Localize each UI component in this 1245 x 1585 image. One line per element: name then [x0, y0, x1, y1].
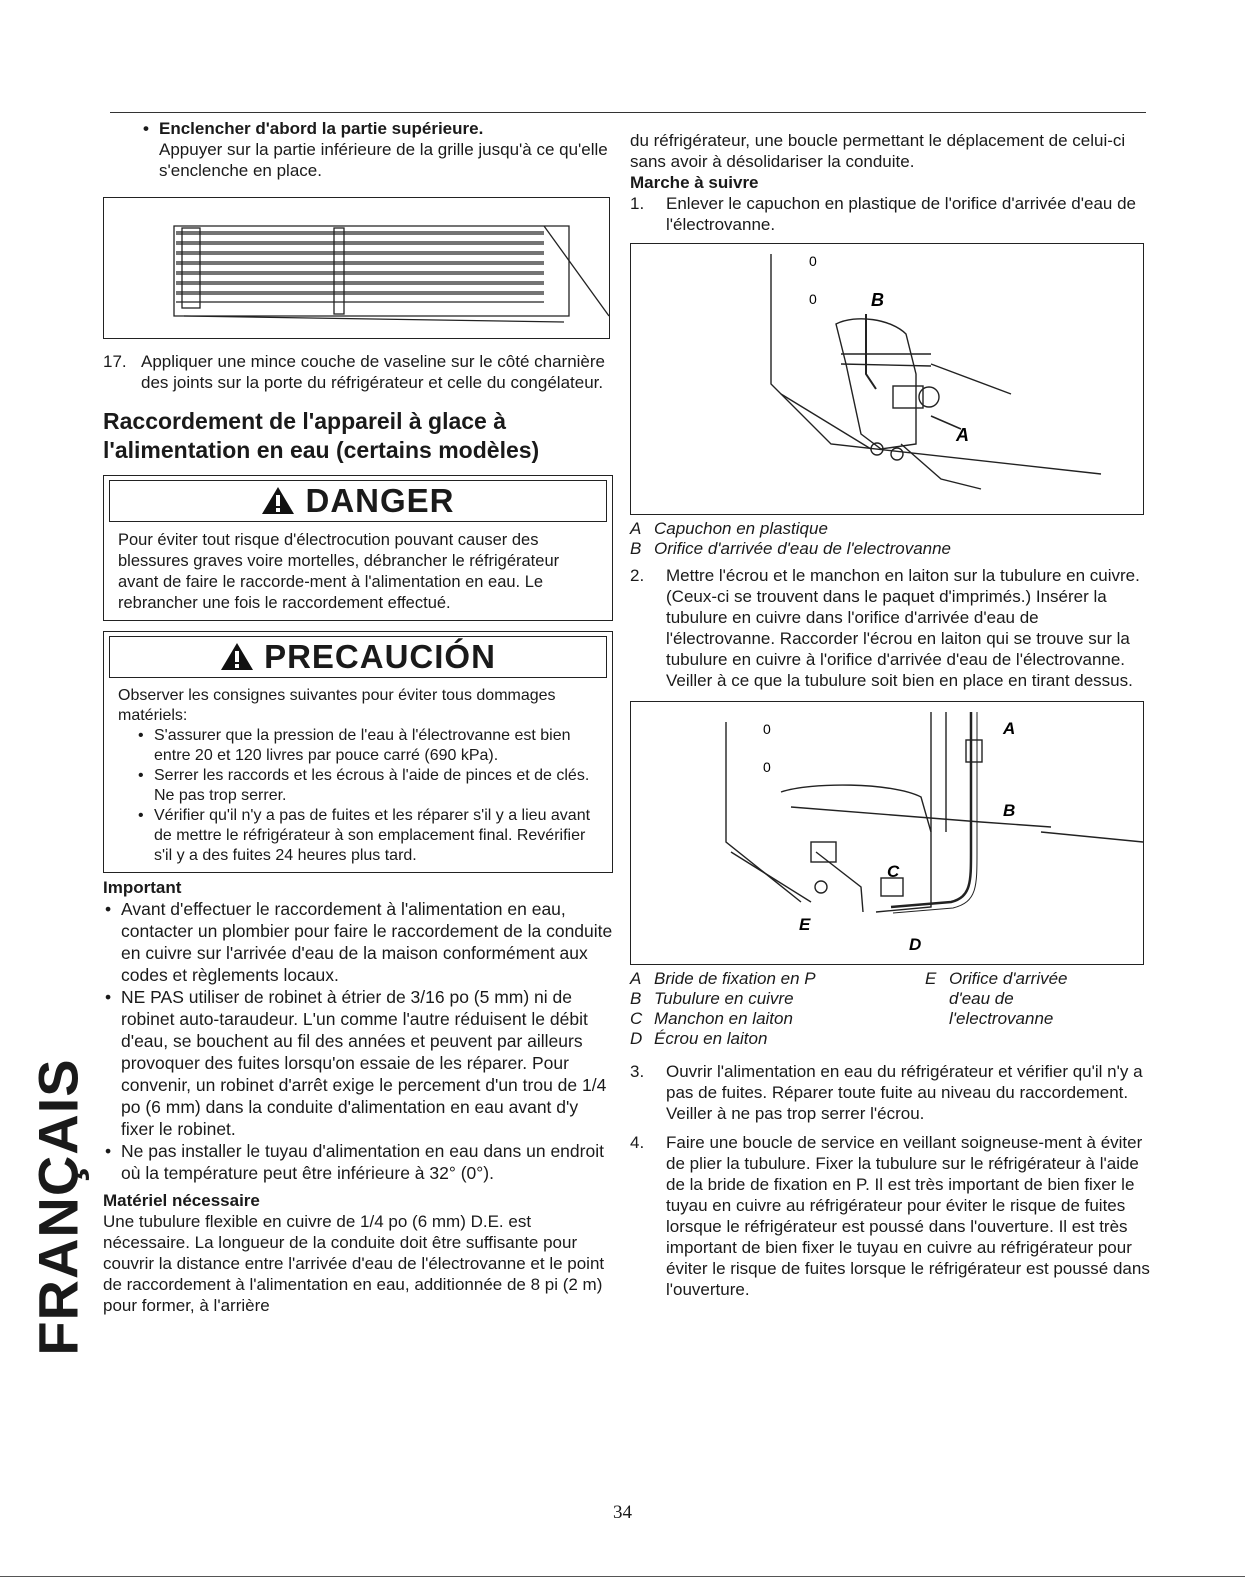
label-e: E	[799, 915, 811, 934]
caption-text: Orifice d'arrivée d'eau de l'electrovanne	[949, 969, 1068, 1028]
danger-box	[103, 475, 613, 621]
step-number: 2.	[630, 566, 645, 585]
important-title: Important	[103, 878, 182, 897]
caption-key: B	[630, 989, 642, 1008]
caption-key: A	[630, 969, 642, 988]
step-text: Enlever le capuchon en plastique de l'orifice d'arrivée d'eau de l'électrovanne.	[666, 194, 1136, 234]
caption-text: Manchon en laiton	[654, 1009, 793, 1028]
grille-illustration	[104, 198, 609, 338]
precaution-intro: Observer les consignes suivantes pour éviter tous dommages matériels:	[118, 687, 556, 724]
tubing-connection-illustration	[631, 702, 1143, 964]
caption	[630, 1029, 910, 1049]
captions-right	[925, 969, 1095, 1029]
language-tab	[26, 1058, 90, 1356]
step-number: 4.	[630, 1133, 645, 1152]
precaution-box	[103, 631, 613, 873]
label-a: A	[956, 425, 969, 445]
caption-key: B	[630, 539, 642, 558]
captions-left	[630, 969, 910, 1049]
step-1	[630, 193, 1150, 235]
label-c: C	[887, 862, 900, 881]
step-4	[630, 1132, 1150, 1300]
label-d: D	[909, 935, 922, 954]
step-number: 1.	[630, 194, 645, 213]
important-item: • Avant d'effectuer le raccordement à l'alimentation en eau, contacter un plombier pour faire le raccordement de la conduite en cuivre sur l'arrivée d'eau de la maison conformément aux codes et règlements locaux.	[103, 898, 613, 986]
language-label: FRANÇAIS	[26, 1058, 90, 1356]
caption-text: Orifice d'arrivée d'eau de l'electrovanne	[654, 539, 952, 558]
precaution-item: • Serrer les raccords et les écrous à l'aide de pinces et de clés. Ne pas trop serrer.	[136, 766, 598, 806]
heading-line-2: l'alimentation en eau (certains modèles)	[103, 437, 540, 463]
important-item: • NE PAS utiliser de robinet à étrier de 3/16 po (5 mm) ni de robinet auto-taraudeur. L'un comme l'autre réduisent le débit d'eau, se bouchent au fil des années et peuvent par ailleurs provoquer des fuites lorsqu'on essaie de les réparer. Pour convenir, un robinet d'arrêt exige le percement d'un trou de 1/4 po (6 mm) dans la conduite d'alimentation en eau avant d'y fixer le robinet.	[103, 986, 613, 1140]
step-text: Faire une boucle de service en veillant soigneuse-ment à éviter de plier la tubulure. Fixer la tubulure sur le réfrigérateur à l'aide de la bride de fixation en P. Il est très important de bien fixer le tuyau en cuivre au réfrigérateur pour éviter le risque de fuites lorsque le réfrigérateur est poussé dans l'ouverture. Il est très important de bien fixer le tuyau en cuivre au réfrigérateur pour éviter le risque de fuites lorsque le réfrigérateur est poussé dans l'ouverture.	[666, 1133, 1150, 1299]
precaution-body	[104, 686, 612, 866]
caption-text: Tubulure en cuivre	[654, 989, 794, 1008]
figure-1	[630, 243, 1144, 515]
label-b: B	[871, 290, 884, 310]
figure-mark: 0	[763, 721, 771, 737]
danger-text: Pour éviter tout risque d'électrocution pouvant causer des blessures graves voire mortelles, débrancher le réfrigérateur avant de faire le raccorde-ment à l'alimentation en eau. Le rebrancher une fois le raccordement effectué.	[118, 531, 560, 612]
caption-text: Écrou en laiton	[654, 1029, 768, 1048]
figure-mark: 0	[809, 253, 817, 269]
grille-instruction	[103, 118, 613, 181]
figure-2	[630, 701, 1144, 965]
left-column	[103, 118, 613, 1316]
figure-1-captions	[630, 519, 1150, 559]
label-b: B	[1003, 801, 1016, 820]
grille-figure	[103, 197, 610, 339]
caption	[630, 989, 910, 1009]
step-17-number: 17.	[103, 352, 127, 371]
caption	[630, 969, 910, 989]
step-17-text: Appliquer une mince couche de vaseline sur le côté charnière des joints sur la porte du réfrigérateur et celle du congélateur.	[141, 352, 605, 392]
warning-triangle-icon	[220, 641, 254, 671]
figure-mark: 0	[763, 759, 771, 775]
caption-key: A	[630, 519, 642, 538]
precaution-item: • Vérifier qu'il n'y a pas de fuites et les réparer s'il y a lieu avant de mettre le réfrigérateur à son emplacement final. Revérifier s'il y a des fuites 24 heures plus tard.	[136, 806, 598, 866]
valve-cap-illustration	[631, 244, 1143, 514]
step-number: 3.	[630, 1062, 645, 1081]
caption-key: D	[630, 1029, 643, 1048]
step-2	[630, 565, 1150, 691]
step-3	[630, 1061, 1150, 1124]
warning-triangle-icon	[261, 485, 295, 515]
grille-bullet-head: • Enclencher d'abord la partie supérieure.	[141, 118, 613, 139]
caption-key: E	[925, 969, 937, 988]
caption	[630, 1009, 910, 1029]
caption-key: C	[630, 1009, 643, 1028]
precaution-title: PRECAUCIÓN	[264, 638, 496, 675]
important-item: • Ne pas installer le tuyau d'alimentation en eau dans un endroit où la température peut être inférieure à 32° (0°).	[103, 1140, 613, 1184]
section-heading	[103, 407, 613, 465]
materiel-section	[103, 1190, 613, 1316]
top-rule	[110, 112, 1146, 113]
caption	[630, 539, 1150, 559]
materiel-text: Une tubulure flexible en cuivre de 1/4 po (6 mm) D.E. est nécessaire. La longueur de la conduite doit être suffisante pour couvrir la distance entre l'arrivée d'eau de l'électrovanne et le point de raccordement à l'alimentation en eau, additionnée de 8 pi (2 m) pour former, à l'arrière	[103, 1212, 605, 1315]
caption	[630, 519, 1150, 539]
important-section	[103, 877, 613, 1184]
step-text: Mettre l'écrou et le manchon en laiton sur la tubulure en cuivre. (Ceux-ci se trouvent dans le paquet d'imprimés.) Insérer la tubulure en cuivre dans l'orifice d'arrivée d'eau de l'électrovanne. Raccorder l'écrou en laiton qui se trouve sur la tubulure en cuivre à l'orifice d'arrivée d'eau de l'électrovanne. Veiller à ce que la tubulure soit bien en place en tirant dessus.	[666, 566, 1140, 690]
right-column	[630, 130, 1150, 1300]
caption	[925, 969, 1095, 1029]
danger-title: DANGER	[305, 482, 455, 519]
figure-2-captions	[630, 969, 1150, 1055]
label-a: A	[1003, 719, 1016, 738]
precaution-item: • S'assurer que la pression de l'eau à l'électrovanne est bien entre 20 et 120 livres par pouce carré (690 kPa).	[136, 726, 598, 766]
caption-text: Bride de fixation en P	[654, 969, 816, 988]
caption-text: Capuchon en plastique	[654, 519, 828, 538]
heading-line-1: Raccordement de l'appareil à glace à	[103, 408, 507, 434]
figure-mark: 0	[809, 291, 817, 307]
bottom-rule	[0, 1576, 1245, 1577]
page-number: 34	[613, 1502, 632, 1523]
danger-header	[109, 480, 607, 522]
step-17	[103, 351, 613, 393]
precaution-header	[109, 636, 607, 678]
grille-bullet-text: Appuyer sur la partie inférieure de la grille jusqu'à ce qu'elle s'enclenche en place.	[159, 140, 608, 180]
materiel-title: Matériel nécessaire	[103, 1191, 260, 1210]
marche-title: Marche à suivre	[630, 173, 759, 192]
continued-text: du réfrigérateur, une boucle permettant le déplacement de celui-ci sans avoir à désolidariser la conduite.	[630, 131, 1126, 171]
step-text: Ouvrir l'alimentation en eau du réfrigérateur et vérifier qu'il n'y a pas de fuites. Réparer toute fuite au niveau du raccordement. Veiller à ne pas trop serrer l'écrou.	[666, 1062, 1143, 1123]
